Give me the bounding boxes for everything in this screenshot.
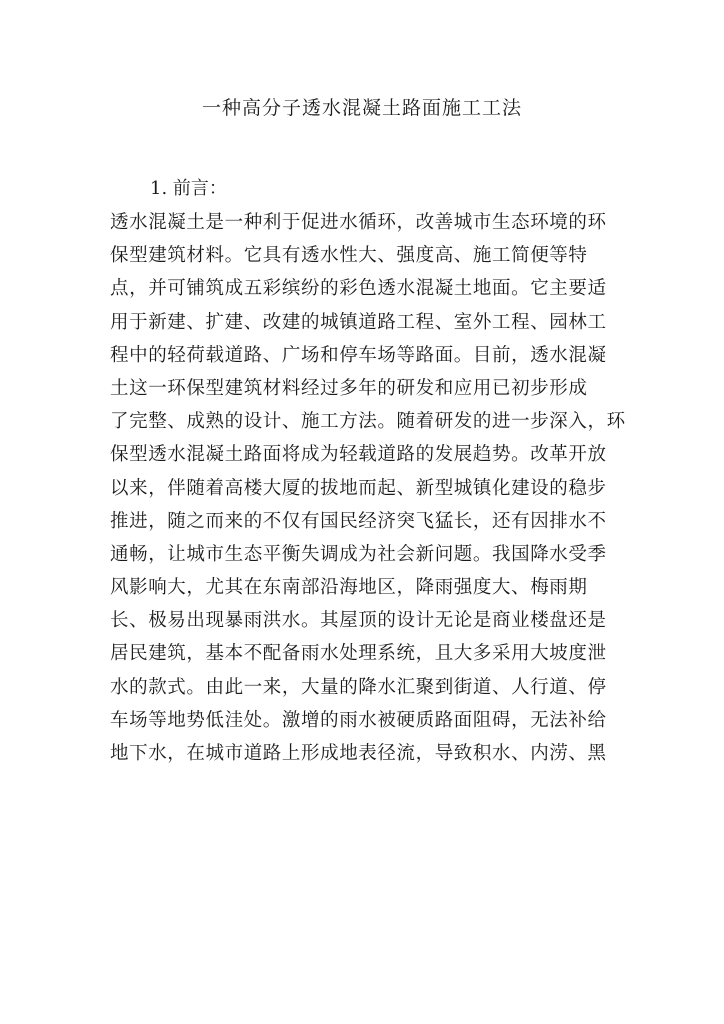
text-line: 程中的轻荷载道路、广场和停车场等路面。目前，透水混凝 [110,344,607,366]
body-paragraph [110,206,626,770]
text-line: 了完整、成熟的设计、施工方法。随着研发的进一步深入，环 [110,411,626,433]
document-title: 一种高分子透水混凝土路面施工工法 [201,97,522,119]
text-line: 居民建筑，基本不配备雨水处理系统，且大多采用大坡度泄 [110,643,607,665]
text-line: 土这一环保型建筑材料经过多年的研发和应用已初步形成 [110,377,588,399]
text-line: 以来，伴随着高楼大厦的拔地而起、新型城镇化建设的稳步 [110,477,607,499]
text-line: 水的款式。由此一来，大量的降水汇聚到街道、人行道、停 [110,676,607,698]
text-line: 长、极易出现暴雨洪水。其屋顶的设计无论是商业楼盘还是 [110,610,607,632]
text-line: 保型建筑材料。它具有透水性大、强度高、施工简便等特 [110,245,588,267]
text-line: 保型透水混凝土路面将成为轻载道路的发展趋势。改革开放 [110,444,607,466]
text-line: 通畅，让城市生态平衡失调成为社会新问题。我国降水受季 [110,543,607,565]
text-line: 风影响大，尤其在东南部沿海地区，降雨强度大、梅雨期 [110,577,588,599]
text-line: 推进，随之而来的不仅有国民经济突飞猛长，还有因排水不 [110,510,607,532]
text-line: 地下水，在城市道路上形成地表径流，导致积水、内涝、黑 [110,743,607,764]
section-heading-preface: 1. 前言： [150,178,227,199]
text-line: 用于新建、扩建、改建的城镇道路工程、室外工程、园林工 [110,311,607,333]
text-line: 透水混凝土是一种利于促进水循环，改善城市生态环境的环 [110,212,607,233]
text-line: 车场等地势低洼处。激增的雨水被硬质路面阻碍，无法补给 [110,709,607,731]
text-line: 点，并可铺筑成五彩缤纷的彩色透水混凝土地面。它主要适 [110,278,607,300]
